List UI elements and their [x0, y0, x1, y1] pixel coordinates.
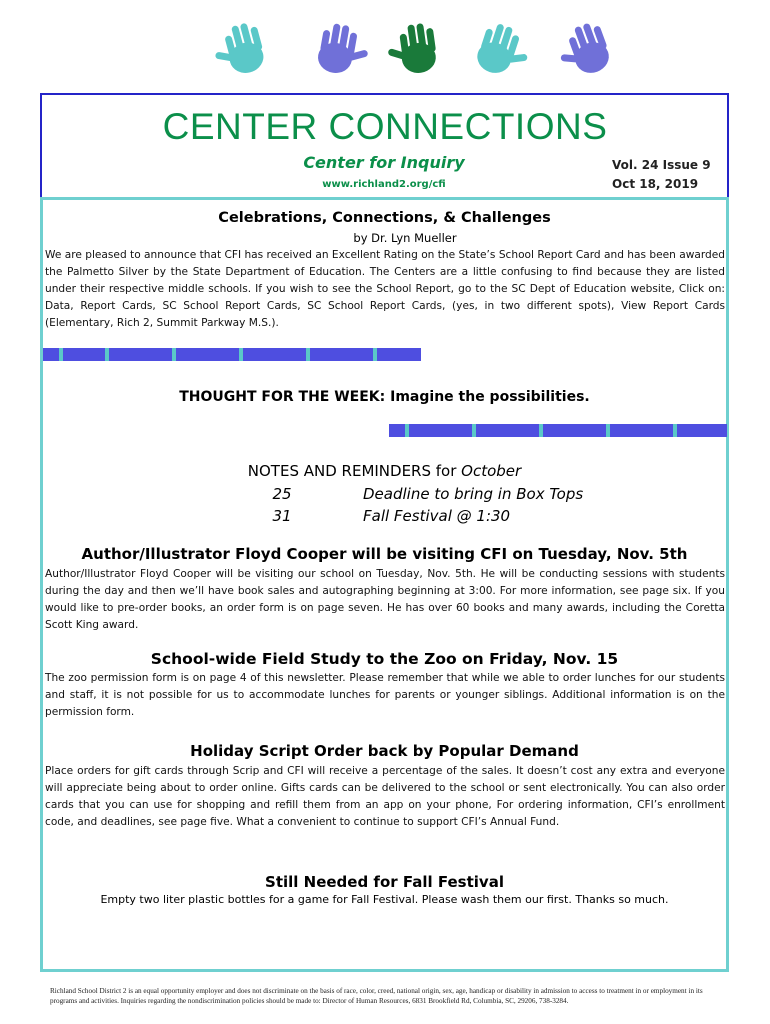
zoo-heading: School-wide Field Study to the Zoo on Friday, Nov. 15 — [150, 650, 619, 668]
newsletter-title: CENTER CONNECTIONS — [162, 106, 608, 147]
zoo-body: The zoo permission form is on page 4 of this newsletter. Please remember that while we able to order lunches for our students and staff, it is not possible for us to accommodate lunches for parents or younger siblings. Additional information is on the permission form. — [45, 672, 725, 718]
notes-title-prefix: NOTES AND REMINDERS for — [247, 462, 462, 480]
thought-for-the-week: THOUGHT FOR THE WEEK: Imagine the possibilities. — [179, 389, 590, 405]
celebrations-body: We are pleased to announce that CFI has received an Excellent Rating on the State’s School Report Card and has been awarded the Palmetto Silver by the State Department of Education. The Centers are a little confusing to find because they are listed under their respective middle schools. If you wish to see the School Report, go to the SC Dept of Education website, Click on: Data, Report Cards, SC School Report Cards, SC School Report Cards, (yes, in two different spots), View Report Cards (Elementary, Rich 2, Summit Parkway M.S.). — [45, 249, 726, 329]
hand-print-icon — [298, 18, 374, 80]
note-day: 31 — [272, 507, 292, 525]
celebrations-heading: Celebrations, Connections, & Challenges — [218, 210, 551, 226]
hand-print-icon — [458, 18, 534, 80]
author-heading: Author/Illustrator Floyd Cooper will be visiting CFI on Tuesday, Nov. 5th — [81, 545, 688, 563]
note-text: Deadline to bring in Box Tops — [363, 485, 584, 503]
dashed-divider — [389, 424, 727, 437]
footer-disclaimer: Richland School District 2 is an equal opportunity employer and does not discriminate on the basis of race, color, creed, national origin, sex, age, handicap or disability in admission to access to treatment in or employment in its programs and activities. Inquiries regarding the nondiscrimination policies should be made to: Director of Human Resources, 6831 Brookfield Rd, Columbia, SC, 29206, 738-3284. — [50, 987, 703, 1005]
hand-print-icon — [207, 18, 283, 80]
notes-title — [40, 462, 729, 480]
hand-print-icon — [380, 18, 456, 80]
script-heading: Holiday Script Order back by Popular Demand — [190, 742, 579, 760]
volume-issue: Vol. 24 Issue 9 — [612, 158, 711, 172]
website-link[interactable]: www.richland2.org/cfi — [322, 179, 446, 190]
author-body: Author/Illustrator Floyd Cooper will be visiting our school on Tuesday, Nov. 5th. He will be conducting sessions with students during the day and then we’ll have book sales and autographing beginning at 3:00. For more information, see page six. If you would like to pre-order books, an order form is on page seven. He has over 60 books and many awards, including the Coretta Scott King award. — [45, 568, 725, 631]
festival-body: Empty two liter plastic bottles for a game for Fall Festival. Please wash them our first. Thanks so much. — [100, 893, 669, 906]
note-day: 25 — [272, 485, 292, 503]
hand-print-banner — [0, 0, 770, 80]
script-body: Place orders for gift cards through Scrip and CFI will receive a percentage of the sales. It doesn’t cost any extra and everyone will appreciate being about to order online. Gifts cards can be delivered to the school or sent electronically. You can also order cards that you can use for shopping and refill them from an app on your phone, For ordering information, CFI’s enrollment code, and deadlines, see page five. What a convenient to continue to support CFI’s Annual Fund. — [45, 765, 725, 828]
byline: by Dr. Lyn Mueller — [353, 231, 457, 245]
festival-heading: Still Needed for Fall Festival — [265, 873, 504, 891]
newsletter-subtitle: Center for Inquiry — [303, 153, 465, 172]
note-text: Fall Festival @ 1:30 — [363, 507, 511, 525]
hand-print-icon — [552, 18, 628, 80]
notes-title-month: October — [461, 462, 522, 480]
dashed-divider — [43, 348, 421, 361]
issue-date: Oct 18, 2019 — [612, 177, 699, 191]
